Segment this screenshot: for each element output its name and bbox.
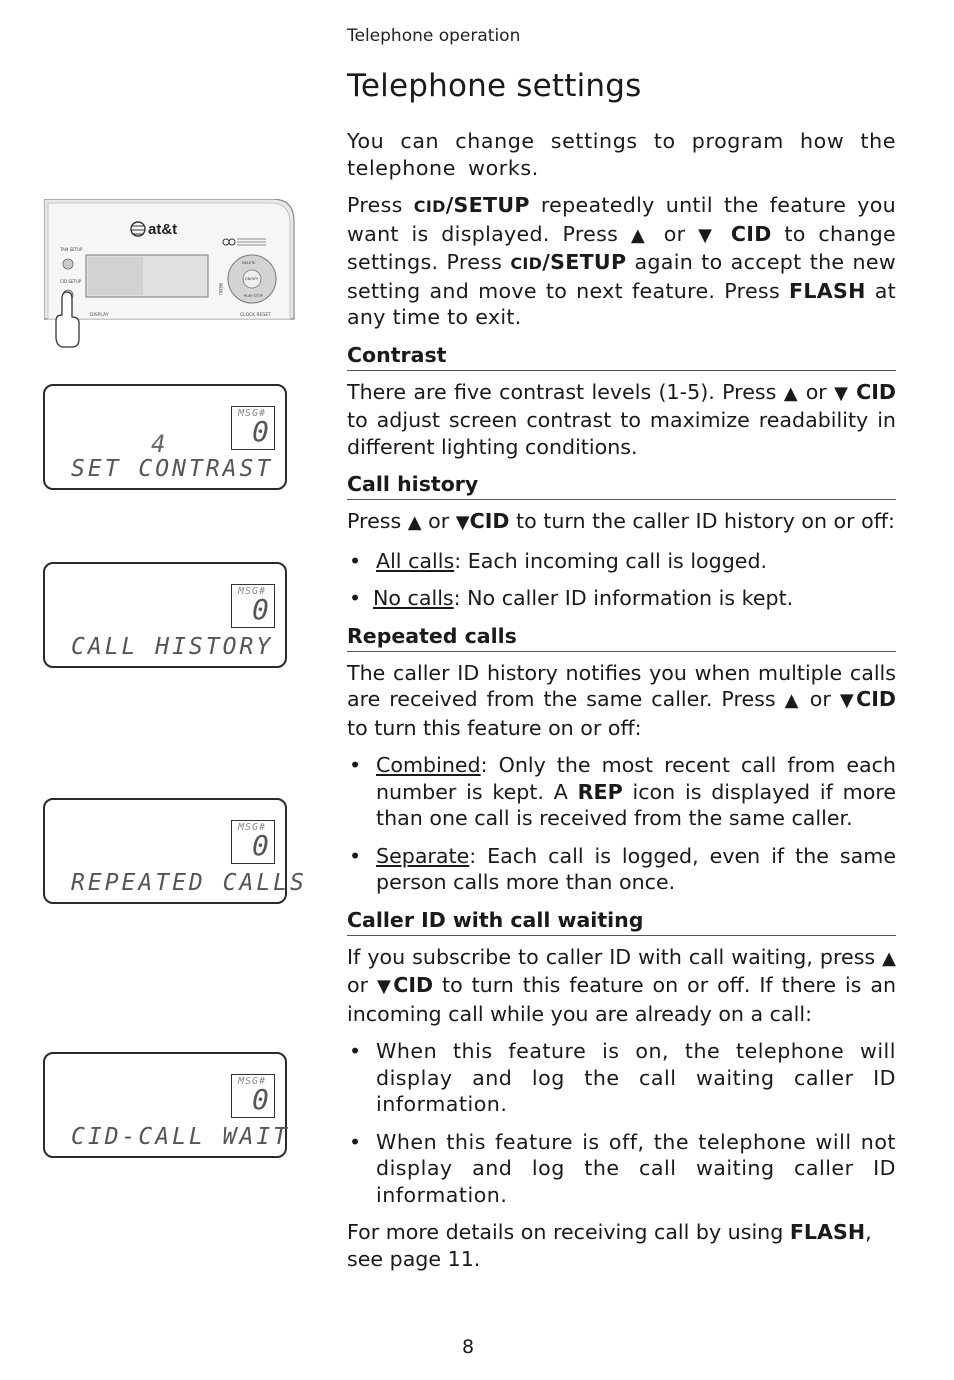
msg-count-box: [231, 406, 275, 450]
lcd-text: SET CONTRAST: [71, 456, 274, 482]
section-label: Telephone operation: [347, 26, 521, 46]
flash-key-label: FLASH: [789, 1220, 866, 1244]
list-item: • All calls: Each incoming call is logged.: [349, 548, 768, 573]
call-history-options: [347, 548, 896, 612]
cid-key-label: CID: [856, 687, 896, 711]
flash-key-label: FLASH: [789, 278, 866, 303]
phone-base-illustration: [44, 199, 296, 349]
repeated-calls-heading: Repeated calls: [347, 623, 896, 652]
option-label: Separate: [376, 843, 470, 868]
repeated-calls-paragraph: The caller ID history notifies you when multiple calls are received from the same caller. Press ▲ or ▼CID to turn this feature on or off:: [347, 660, 896, 740]
clock-reset-label: CLOCK RESET: [240, 313, 271, 318]
msg-label: MSG#: [238, 586, 267, 597]
lcd-call-history: [43, 562, 287, 668]
msg-count-box: [231, 584, 275, 628]
cid-key-label: CID: [730, 221, 772, 246]
contrast-heading: Contrast: [347, 342, 896, 371]
msg-count: 0: [252, 1083, 269, 1116]
main-content: [347, 128, 896, 1283]
down-arrow-icon: ▼: [834, 382, 849, 404]
cid-key-label: CID: [510, 254, 543, 273]
repeated-calls-options: [347, 752, 896, 896]
down-arrow-icon: ▼: [376, 976, 394, 997]
on-off-label: ON/OFF: [245, 277, 259, 281]
msg-count: 0: [252, 829, 269, 862]
msg-label: MSG#: [238, 408, 267, 419]
msg-label: MSG#: [238, 1076, 267, 1087]
option-label: No calls: [373, 586, 454, 610]
msg-count: 0: [252, 593, 269, 626]
list-item: • When this feature is on, the telephone will display and log the call waiting caller ID information.: [349, 1039, 896, 1116]
down-arrow-icon: ▼: [839, 690, 857, 711]
lcd-repeated-calls: [43, 798, 307, 904]
lcd-set-contrast: [43, 384, 287, 490]
list-item: • When this feature is off, the telephone will not display and log the call waiting caller ID information.: [349, 1129, 896, 1207]
msg-count-box: [231, 1074, 275, 1118]
call-waiting-paragraph: If you subscribe to caller ID with call waiting, press ▲ or ▼CID to turn this feature on or off. If there is an incoming call while you are already on a call:: [347, 944, 896, 1026]
call-history-paragraph: Press ▲ or ▼CID to turn the caller ID history on or off:: [347, 509, 895, 533]
lcd-text: REPEATED CALLS: [71, 870, 307, 896]
msg-count-box: [231, 820, 275, 864]
instructions-paragraph: Press CID/SETUP repeatedly until the feature you want is displayed. Press ▲ or ▼ CID to change settings. Press CID/SETUP again to accept the new setting and move to next feature. Press FLASH at any time to exit.: [347, 193, 897, 329]
list-item: • Combined: Only the most recent call from each number is kept. A REP icon is displayed if more than one call is received from the same caller.: [349, 753, 896, 830]
cid-key-label: CID: [413, 197, 446, 216]
lcd-cid-call-wait: [43, 1052, 291, 1158]
up-arrow-icon: ▲: [407, 512, 422, 533]
cid-key-label: CID: [469, 509, 510, 533]
msg-count: 0: [252, 415, 269, 448]
list-item: • No calls: No caller ID information is kept.: [349, 586, 794, 610]
play-stop-label: PLAY STOP: [244, 294, 263, 298]
rep-icon-label: REP: [577, 779, 623, 804]
call-history-heading: Call history: [347, 471, 896, 500]
list-item: • Separate: Each call is logged, even if the same person calls more than once.: [349, 843, 896, 894]
setup-key-label: /SETUP: [542, 250, 627, 274]
intro-paragraph: You can change settings to program how the telephone works.: [347, 129, 896, 180]
call-waiting-heading: Caller ID with call waiting: [347, 907, 896, 936]
up-arrow-icon: ▲: [882, 947, 896, 969]
cid-key-label: CID: [393, 973, 434, 997]
up-arrow-icon: ▲: [784, 690, 801, 711]
lcd-text: CALL HISTORY: [71, 634, 274, 660]
tam-setup-key: [63, 259, 73, 269]
cid-setup-label: CID SETUP: [60, 279, 82, 284]
down-arrow-icon: ▼: [455, 512, 470, 533]
contrast-level: 4: [151, 430, 166, 458]
tam-setup-label: TAM SETUP: [60, 247, 83, 252]
delete-label: DELETE: [242, 261, 256, 265]
call-waiting-options: [347, 1038, 896, 1208]
brand-logo: at&t: [148, 221, 178, 238]
menu-label: MENU: [218, 283, 223, 295]
footer-paragraph: For more details on receiving call by using FLASH, see page 11.: [347, 1220, 872, 1271]
msg-label: MSG#: [238, 822, 267, 833]
contrast-paragraph: There are five contrast levels (1-5). Press ▲ or ▼ CID to adjust screen contrast to maximize readability in different lighting conditions.: [347, 379, 897, 459]
up-arrow-icon: ▲: [783, 382, 799, 404]
option-label: Combined: [376, 753, 481, 777]
display-key-label: DISPLAY: [90, 313, 109, 318]
setup-key-label: /SETUP: [445, 193, 530, 217]
page-title: Telephone settings: [347, 68, 642, 104]
cid-key-label: CID: [856, 379, 897, 404]
page-number: 8: [462, 1336, 475, 1358]
down-arrow-icon: ▼: [698, 224, 719, 246]
up-arrow-icon: ▲: [630, 224, 651, 246]
lcd-text: CID-CALL WAIT: [71, 1124, 291, 1150]
option-label: All calls: [376, 548, 455, 573]
